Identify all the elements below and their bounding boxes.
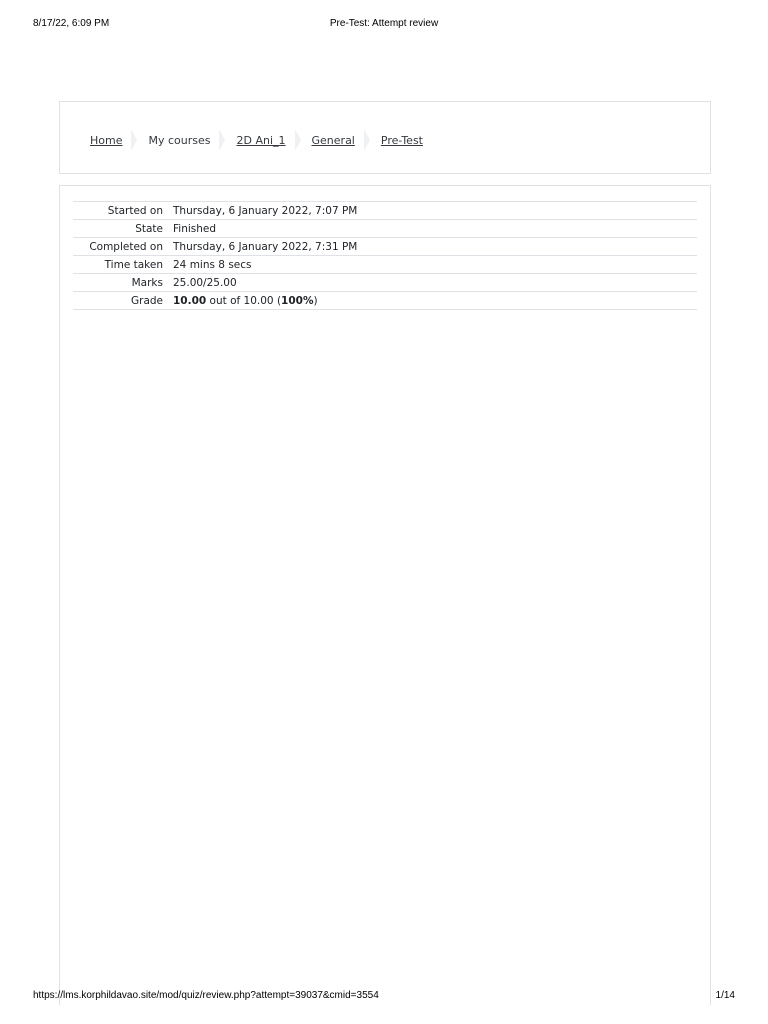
- summary-row-completed-on: [73, 238, 697, 256]
- summary-row-marks: [73, 274, 697, 292]
- print-header: [33, 18, 735, 32]
- grade-label: Grade: [130, 294, 163, 307]
- breadcrumb-course-link[interactable]: 2D Ani_1: [236, 133, 286, 147]
- breadcrumb-section-link[interactable]: General: [311, 133, 355, 147]
- breadcrumb-container: [59, 101, 711, 174]
- time-taken-value: 24 mins 8 secs: [173, 258, 252, 271]
- completed-on-value: Thursday, 6 January 2022, 7:31 PM: [173, 240, 358, 253]
- print-page-title: Pre-Test: Attempt review: [329, 18, 439, 29]
- started-on-label: Started on: [107, 204, 163, 217]
- started-on-value: Thursday, 6 January 2022, 7:07 PM: [173, 204, 358, 217]
- state-value: Finished: [173, 222, 217, 235]
- grade-close-paren: ): [313, 294, 318, 307]
- breadcrumb-separator: [364, 129, 370, 151]
- grade-value: [173, 292, 697, 310]
- print-footer: [33, 990, 735, 1004]
- breadcrumb-home-link[interactable]: Home: [90, 133, 123, 147]
- marks-value: 25.00/25.00: [173, 276, 237, 289]
- completed-on-label: Completed on: [89, 240, 163, 253]
- summary-row-grade: [73, 292, 697, 310]
- breadcrumb-my-courses: My courses: [148, 133, 211, 147]
- breadcrumb-separator: [295, 129, 301, 151]
- breadcrumb-separator: [219, 129, 225, 151]
- grade-score: 10.00: [173, 294, 207, 307]
- summary-row-state: [73, 220, 697, 238]
- marks-label: Marks: [131, 276, 163, 289]
- print-datetime: 8/17/22, 6:09 PM: [33, 18, 110, 29]
- breadcrumb: [90, 129, 423, 151]
- breadcrumb-quiz-link[interactable]: Pre-Test: [380, 133, 423, 147]
- state-label: State: [135, 222, 163, 235]
- grade-out-of: out of 10.00 (: [206, 294, 282, 307]
- attempt-summary-table: [73, 201, 697, 310]
- grade-percent: 100%: [281, 294, 314, 307]
- summary-row-started-on: [73, 202, 697, 220]
- time-taken-label: Time taken: [104, 258, 163, 271]
- breadcrumb-separator: [131, 129, 137, 151]
- summary-row-time-taken: [73, 256, 697, 274]
- print-url: https://lms.korphildavao.site/mod/quiz/review.php?attempt=39037&cmid=3554: [33, 990, 379, 1001]
- attempt-review-region: [59, 185, 711, 1005]
- print-page-number: 1/14: [715, 990, 735, 1001]
